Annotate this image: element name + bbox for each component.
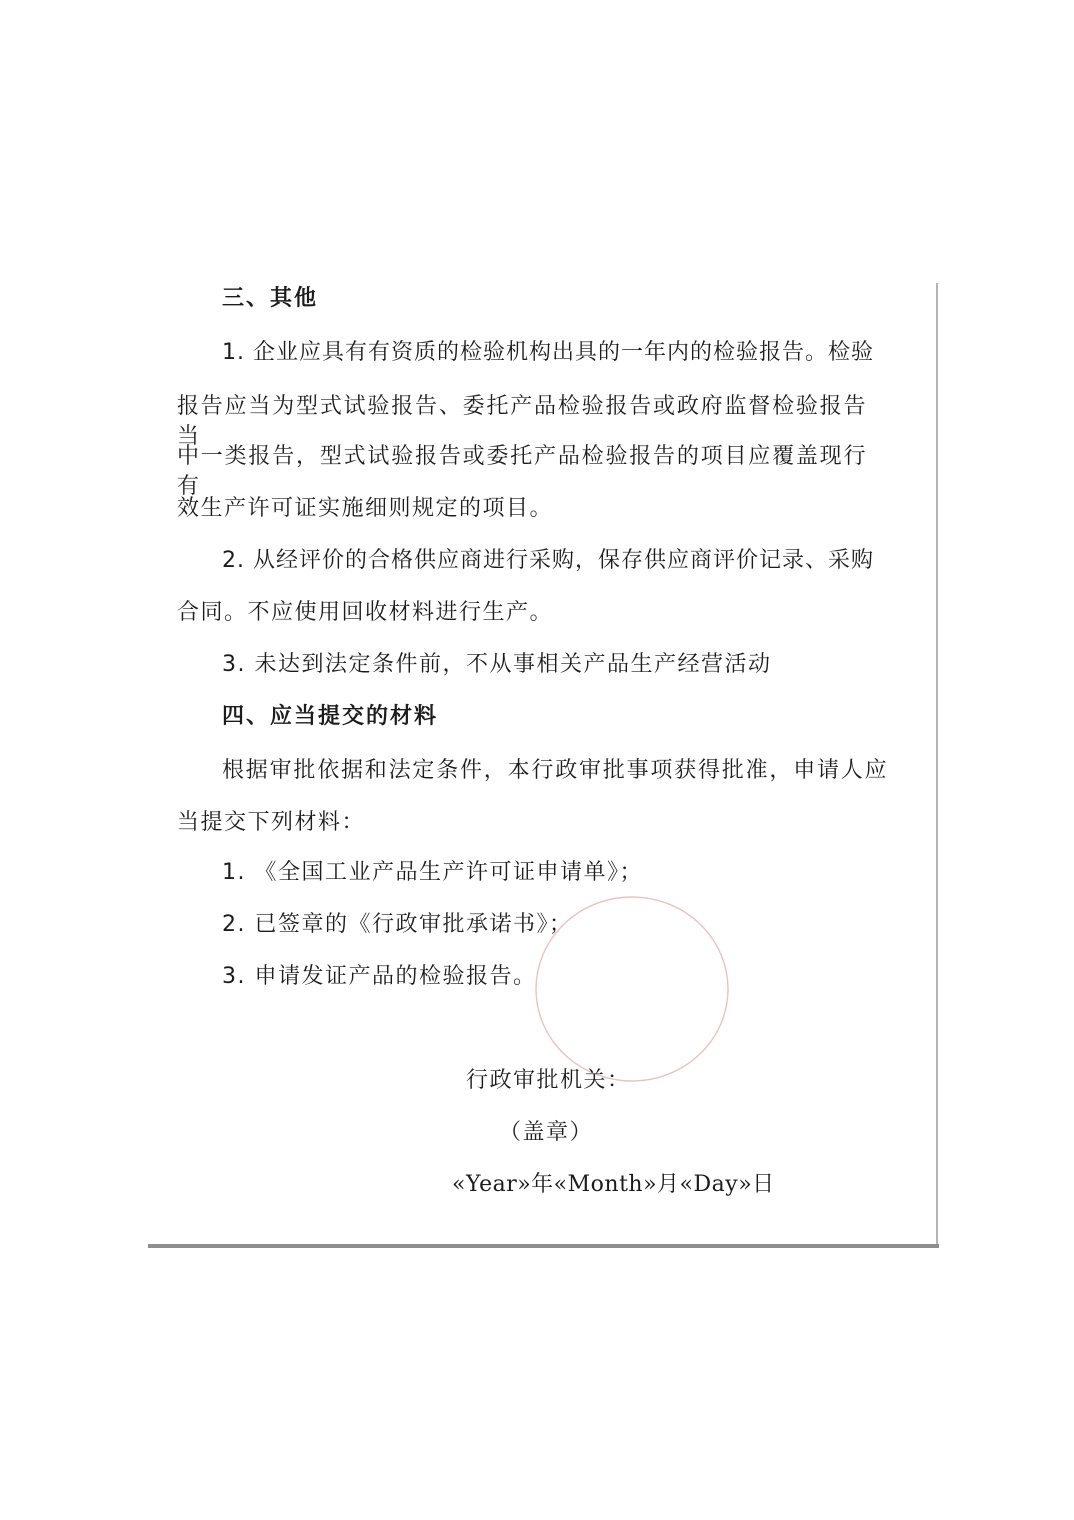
other-item3: 3. 未达到法定条件前，不从事相关产品生产经营活动 (222, 652, 772, 677)
other-item1-line4: 效生产许可证实施细则规定的项目。 (177, 496, 554, 521)
section-other-heading: 三、其他 (222, 286, 319, 311)
materials-item-2: 2. 已签章的《行政审批承诺书》； (222, 912, 573, 937)
frame-bottom-border (148, 1244, 939, 1248)
materials-item-3: 3. 申请发证产品的检验报告。 (222, 964, 537, 989)
frame-right-border (936, 283, 938, 1247)
materials-intro-line2: 当提交下列材料： (177, 810, 366, 835)
other-item1-line3: 中一类报告，型式试验报告或委托产品检验报告的项目应覆盖现行有 (177, 444, 867, 499)
approval-authority-label: 行政审批机关： (466, 1068, 631, 1093)
other-item2-line1: 2. 从经评价的合格供应商进行采购，保存供应商评价记录、采购 (222, 548, 874, 573)
other-item1-line1: 1. 企业应具有有资质的检验机构出具的一年内的检验报告。检验 (222, 340, 874, 365)
materials-intro-line1: 根据审批依据和法定条件，本行政审批事项获得批准，申请人应 (222, 758, 889, 783)
section-materials-heading: 四、应当提交的材料 (222, 704, 439, 729)
other-item2-line2: 合同。不应使用回收材料进行生产。 (177, 600, 554, 625)
signature-date: «Year»年«Month»月«Day»日 (452, 1172, 775, 1197)
other-item1-line2: 报告应当为型式试验报告、委托产品检验报告或政府监督检验报告当 (177, 394, 867, 449)
seal-label: （盖章） (498, 1120, 593, 1145)
materials-item-1: 1. 《全国工业产品生产许可证申请单》； (222, 860, 643, 885)
